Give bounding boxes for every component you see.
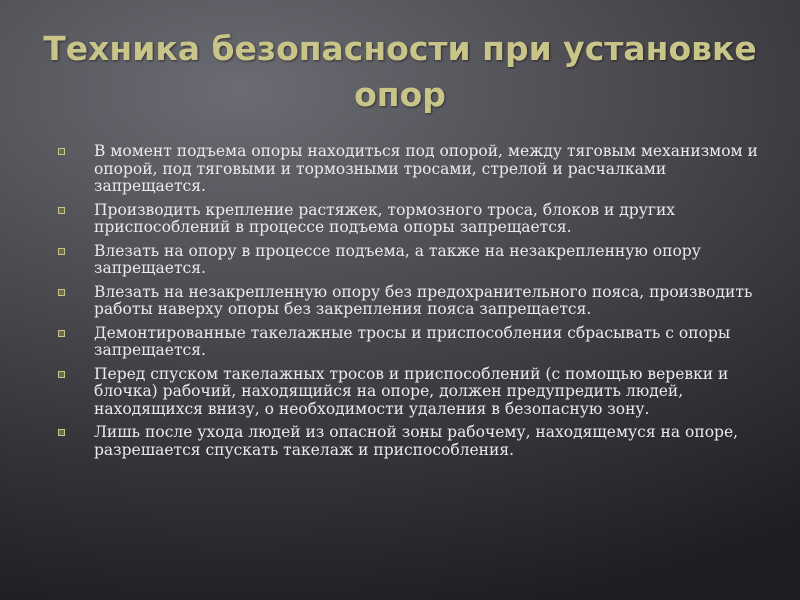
bullet-item <box>58 243 758 278</box>
bullet-item <box>58 284 758 319</box>
square-bullet-icon <box>58 289 65 296</box>
square-bullet-icon <box>58 248 65 255</box>
bullet-list <box>58 143 758 465</box>
bullet-item <box>58 143 758 196</box>
square-bullet-icon <box>58 429 65 436</box>
bullet-text: Производить крепление растяжек, тормозного троса, блоков и других приспособлений в процессе подъема опоры запрещается. <box>94 200 676 236</box>
bullet-text: Влезать на незакрепленную опору без предохранительного пояса, производить работы наверху опоры без закрепления пояса запрещается. <box>94 282 753 318</box>
bullet-item <box>58 202 758 237</box>
bullet-text: Влезать на опору в процессе подъема, а также на незакрепленную опору запрещается. <box>94 241 701 277</box>
bullet-text: Демонтированные такелажные тросы и приспособления сбрасывать с опоры запрещается. <box>94 323 731 359</box>
square-bullet-icon <box>58 371 65 378</box>
bullet-text: Лишь после ухода людей из опасной зоны рабочему, находящемуся на опоре, разрешается спускать такелаж и приспособления. <box>94 423 739 459</box>
bullet-text: В момент подъема опоры находиться под опорой, между тяговым механизмом и опорой, под тяговыми и тормозными тросами, стрелой и расчалками запрещается. <box>94 142 758 195</box>
bullet-item <box>58 325 758 360</box>
slide-title: Техника безопасности при установке опор <box>43 29 757 114</box>
square-bullet-icon <box>58 207 65 214</box>
square-bullet-icon <box>58 148 65 155</box>
bullet-item <box>58 366 758 419</box>
bullet-item <box>58 424 758 459</box>
square-bullet-icon <box>58 330 65 337</box>
bullet-text: Перед спуском такелажных тросов и приспособлений (с помощью веревки и блочка) рабочий, находящийся на опоре, должен предупредить людей, находящихся внизу, о необходимости удаления в безопасную зону. <box>94 364 729 418</box>
